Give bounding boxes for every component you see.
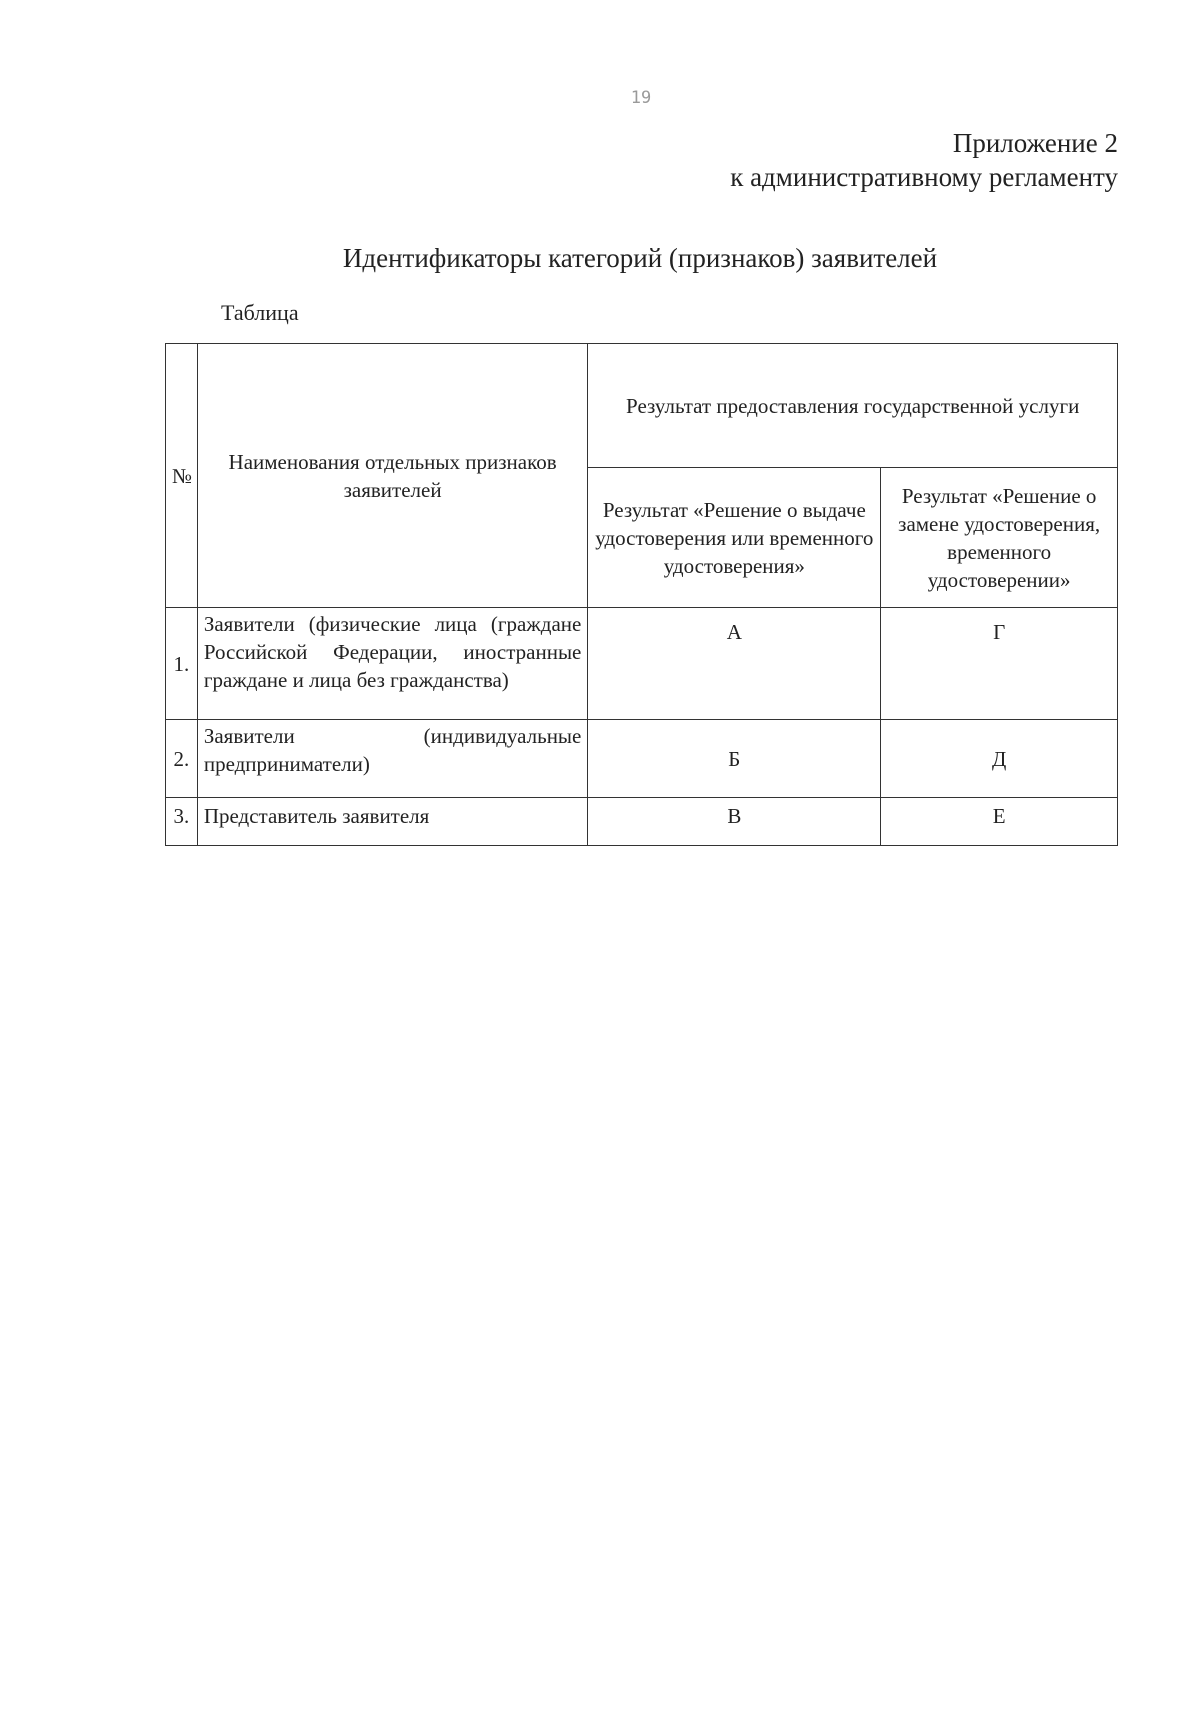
- table-row: [166, 798, 1118, 846]
- header-number: №: [166, 344, 198, 608]
- table-caption: Таблица: [221, 300, 299, 325]
- appendix-reference: [730, 126, 1118, 194]
- appendix-line-1: Приложение 2: [952, 128, 1118, 158]
- applicant-categories-table: [165, 343, 1118, 846]
- table-row: [166, 608, 1118, 720]
- row-replace-id: Е: [881, 798, 1118, 846]
- row-category-name: Заявители (индивидуальные предприниматели): [197, 720, 588, 798]
- table-row: [166, 720, 1118, 798]
- row-number: 3.: [166, 798, 198, 846]
- row-replace-id: Д: [881, 720, 1118, 798]
- header-result-issue: Результат «Решение о выдаче удостоверения или временного удостоверения»: [588, 468, 881, 608]
- row-issue-id: А: [588, 608, 881, 720]
- header-name: Наименования отдельных признаков заявителей: [197, 344, 588, 608]
- row-issue-id: В: [588, 798, 881, 846]
- appendix-line-2: к административному регламенту: [730, 162, 1118, 192]
- row-category-name: Заявители (физические лица (граждане Российской Федерации, иностранные граждане и лица без гражданства): [197, 608, 588, 720]
- row-replace-id: Г: [881, 608, 1118, 720]
- row-number: 2.: [166, 720, 198, 798]
- table-header-row: [166, 344, 1118, 468]
- row-issue-id: Б: [588, 720, 881, 798]
- page-number: 19: [630, 88, 652, 108]
- row-number: 1.: [166, 608, 198, 720]
- header-result-group: Результат предоставления государственной услуги: [588, 344, 1118, 468]
- document-title: Идентификаторы категорий (признаков) заявителей: [342, 243, 938, 273]
- header-result-replace: Результат «Решение о замене удостоверения, временного удостоверении»: [881, 468, 1118, 608]
- row-category-name: Представитель заявителя: [197, 798, 588, 846]
